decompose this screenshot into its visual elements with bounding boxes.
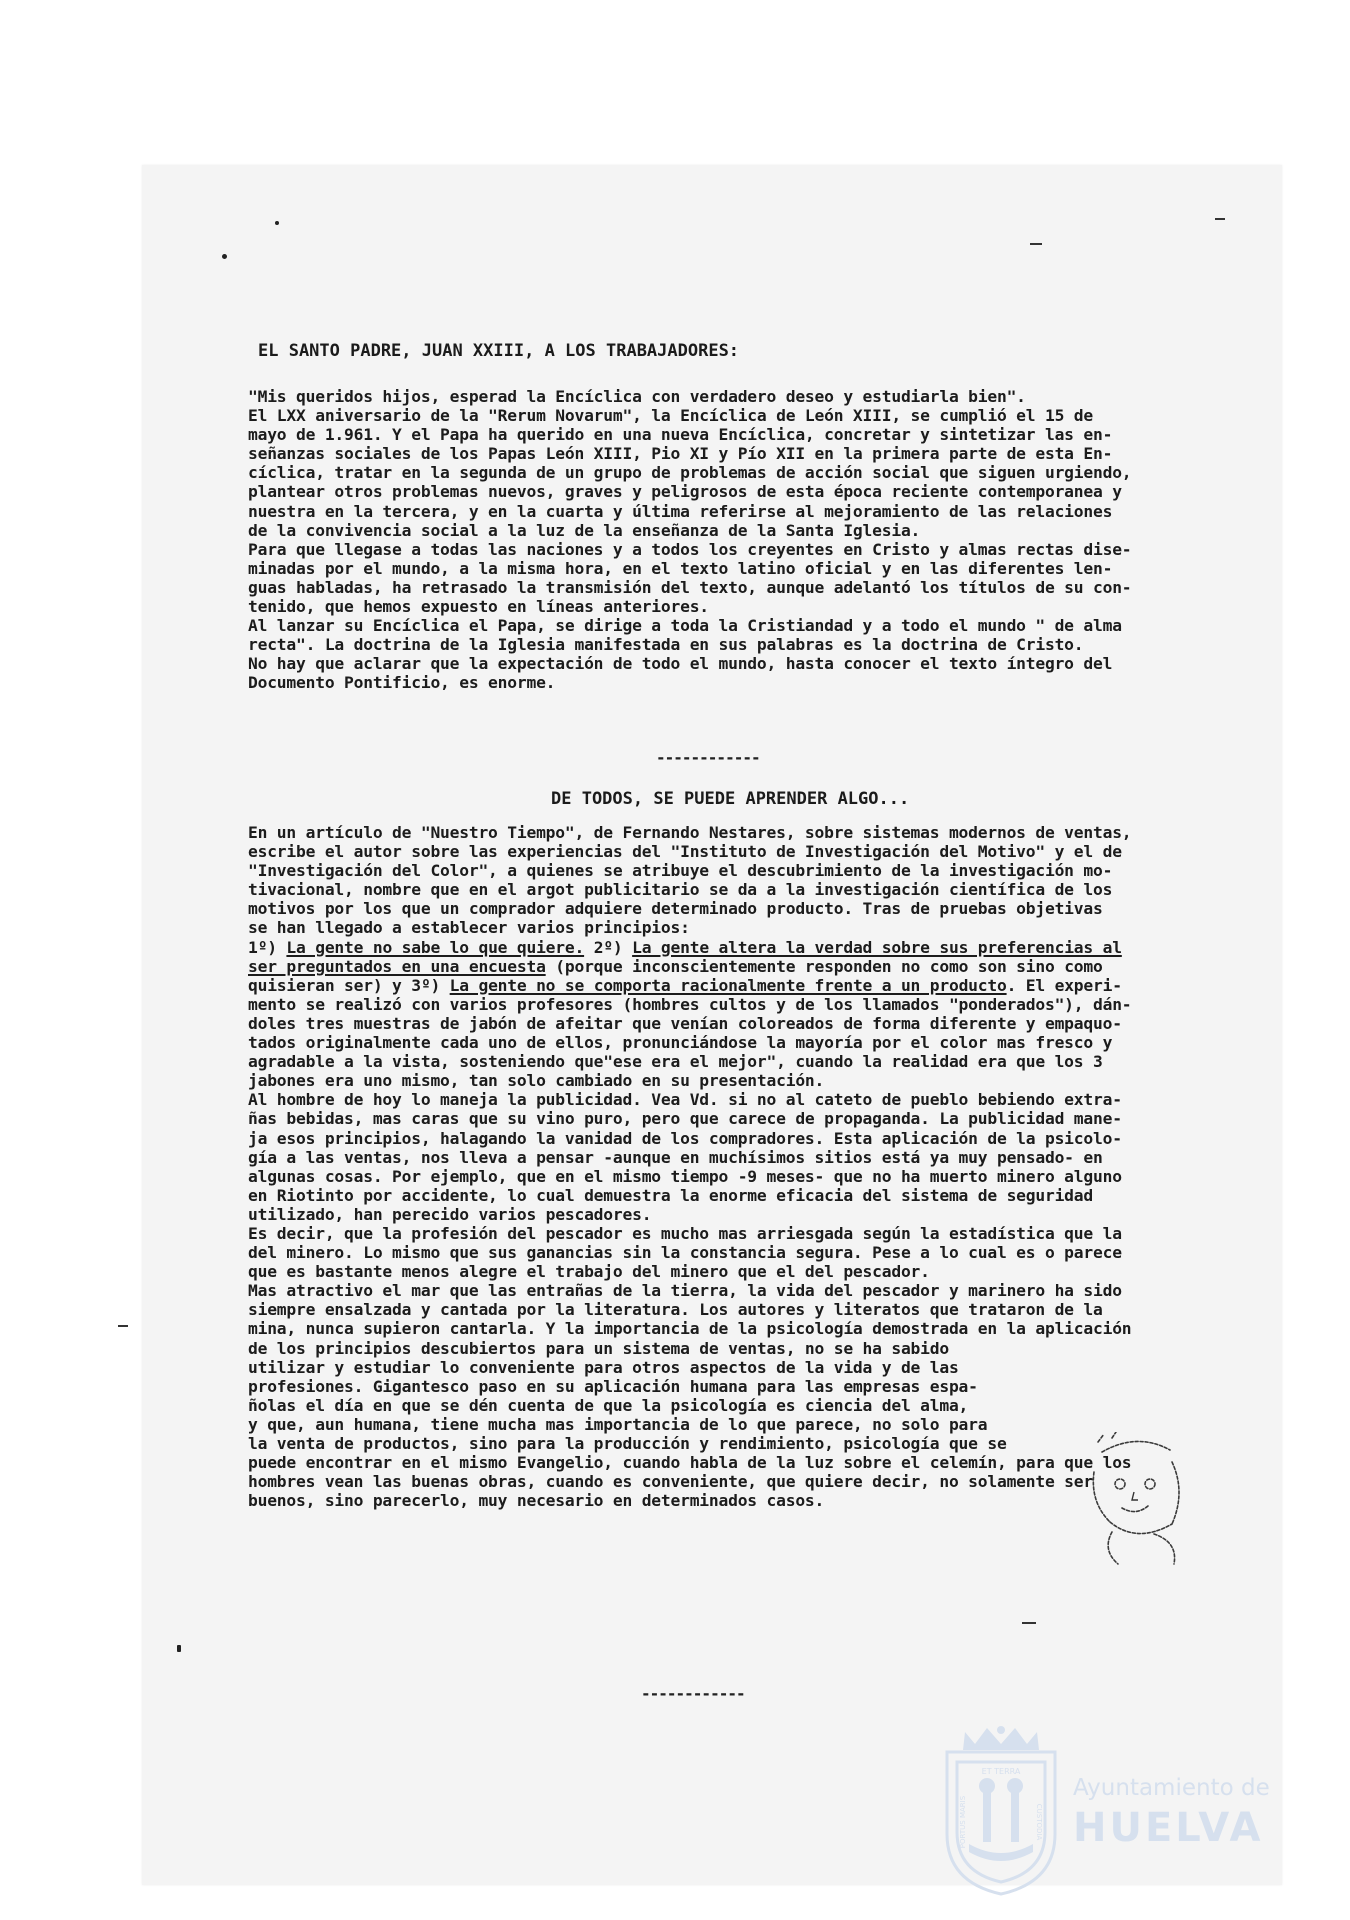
text-fragment: quisieran ser) y 3º) <box>248 975 450 995</box>
text-line: nuestra en la tercera, y en la cuarta y última referirse al mejoramiento de las relaciones <box>248 501 1113 521</box>
principle-2: La gente altera la verdad sobre sus preferencias al <box>632 937 1122 957</box>
section1-body <box>248 387 1258 693</box>
text-line: mina, nunca supieron cantarla. Y la importancia de la psicología demostrada en la aplicación <box>248 1319 1132 1339</box>
text-line: se han llegado a establecer varios principios: <box>248 918 690 938</box>
text-line: y que, aun humana, tiene mucha mas importancia de lo que parece, no solo para <box>248 1414 988 1434</box>
text-line: tados originalmente cada uno de ellos, pronunciándose la mayoría por el color mas fresco y <box>248 1033 1113 1053</box>
text-line: de la convivencia social a la luz de la enseñanza de la Santa Iglesia. <box>248 520 921 540</box>
text-line: profesiones. Gigantesco paso en su aplicación humana para las empresas espa- <box>248 1376 978 1396</box>
watermark-org-line1: Ayuntamiento de <box>1073 1775 1270 1801</box>
text-line: jabones era uno mismo, tan solo cambiado en su presentación. <box>248 1071 825 1091</box>
principle-1: La gente no sabe lo que quiere. <box>286 937 585 957</box>
text-line: escribe el autor sobre las experiencias del "Instituto de Investigación del Motivo" y el de <box>248 842 1122 862</box>
text-line: ja esos principios, halagando la vanidad de los compradores. Esta aplicación de la psicolo- <box>248 1128 1122 1148</box>
text-line: doles tres muestras de jabón de afeitar que venían coloreados de forma diferente y empaquo- <box>248 1013 1122 1033</box>
watermark-org-line2: HUELVA <box>1073 1805 1264 1851</box>
ink-speck <box>222 254 227 259</box>
principles-line-2 <box>248 957 1258 976</box>
text-line: recta". La doctrina de la Iglesia manifestada en sus palabras es la doctrina de Cristo. <box>248 635 1084 655</box>
text-line: mayo de 1.961. Y el Papa ha querido en una nueva Encíclica, concretar y sintetizar las en- <box>248 425 1113 445</box>
text-line: en Riotinto por accidente, lo cual demuestra la enorme eficacia del sistema de seguridad <box>248 1185 1093 1205</box>
shield-motto: ET TERRA <box>981 1767 1021 1776</box>
ink-speck <box>275 221 279 225</box>
separator-line: ------------ <box>656 748 760 767</box>
ink-mark <box>118 1325 128 1327</box>
principle-3: La gente no se comporta racionalmente frente a un producto <box>449 975 1007 995</box>
text-line: gía a las ventas, nos lleva a pensar -aunque en muchísimos sitios está ya muy pensado- en <box>248 1147 1103 1167</box>
text-line: puede encontrar en el mismo Evangelio, cuando habla de la luz sobre el celemín, para que los <box>248 1453 1132 1473</box>
text-line: Al lanzar su Encíclica el Papa, se dirige a toda la Cristiandad y a todo el mundo " de alma <box>248 616 1122 636</box>
shield-motto: CUSTODIA <box>1035 1803 1043 1841</box>
text-line: El LXX aniversario de la "Rerum Novarum", la Encíclica de León XIII, se cumplió el 15 de <box>248 406 1093 426</box>
text-line: tivacional, nombre que en el argot publicitario se da a la investigación científica de los <box>248 880 1113 900</box>
text-line: del minero. Lo mismo que sus ganancias sin la constancia segura. Pese a lo cual es o parece <box>248 1243 1122 1263</box>
text-line: plantear otros problemas nuevos, graves y peligrosos de esta época reciente contemporanea y <box>248 482 1122 502</box>
text-line: Documento Pontificio, es enorme. <box>248 673 556 693</box>
text-line: Es decir, que la profesión del pescador es mucho mas arriesgada según la estadística que la <box>248 1223 1122 1243</box>
text-fragment: . El experi- <box>1006 975 1122 995</box>
text-line: que es bastante menos alegre el trabajo del minero que el del pescador. <box>248 1262 930 1282</box>
text-line: motivos por los que un comprador adquiere determinado producto. Tras de pruebas objetivas <box>248 899 1103 919</box>
section2-title: DE TODOS, SE PUEDE APRENDER ALGO... <box>551 789 910 809</box>
text-line: hombres vean las buenas obras, cuando es conveniente, que quiere decir, no solamente ser <box>248 1472 1093 1492</box>
text-line: minadas por el mundo, a la misma hora, en el texto latino oficial y en las diferentes len- <box>248 558 1113 578</box>
text-line: señanzas sociales de los Papas León XIII, Pio XI y Pío XII en la primera parte de esta En- <box>248 444 1113 464</box>
principle-2-cont: ser preguntados en una encuesta <box>248 956 546 976</box>
sketch-face-icon <box>1082 1432 1192 1572</box>
shield-motto: PORTUS MARIS <box>959 1795 967 1849</box>
text-line: de los principios descubiertos para un sistema de ventas, no se ha sabido <box>248 1338 949 1358</box>
text-line: algunas cosas. Por ejemplo, que en el mismo tiempo -9 meses- que no ha muerto minero alguno <box>248 1166 1122 1186</box>
section2-body <box>248 823 1258 1510</box>
text-line: Para que llegase a todas las naciones y a todos los creyentes en Cristo y almas rectas dise- <box>248 539 1132 559</box>
principle-number: 1º) <box>248 937 287 957</box>
ink-mark <box>1030 243 1042 245</box>
ink-mark <box>1022 1622 1036 1624</box>
text-line: utilizar y estudiar lo conveniente para otros aspectos de la vida y de las <box>248 1357 959 1377</box>
text-line: buenos, sino parecerlo, muy necesario en determinados casos. <box>248 1491 825 1511</box>
text-fragment: (porque inconscientemente responden no como son sino como <box>545 956 1103 976</box>
principles-line-1 <box>248 938 1258 957</box>
text-line: agradable a la vista, sosteniendo que"ese era el mejor", cuando la realidad era que los 3 <box>248 1052 1103 1072</box>
text-line: cíclica, tratar en la segunda de un grupo de problemas de acción social que siguen urgiendo, <box>248 463 1132 483</box>
text-line: Mas atractivo el mar que las entrañas de la tierra, la vida del pescador y marinero ha sido <box>248 1281 1122 1301</box>
principles-line-3 <box>248 976 1258 995</box>
text-line: No hay que aclarar que la expectación de todo el mundo, hasta conocer el texto íntegro del <box>248 654 1113 674</box>
text-line: "Investigación del Color", a quienes se atribuye el descubrimiento de la investigación mo- <box>248 861 1113 881</box>
ink-mark <box>1215 218 1225 220</box>
text-line: En un artículo de "Nuestro Tiempo", de Fernando Nestares, sobre sistemas modernos de ventas, <box>248 823 1132 842</box>
principle-number: 2º) <box>584 937 633 957</box>
text-line: Al hombre de hoy lo maneja la publicidad. Vea Vd. si no al cateto de pueblo bebiendo extra- <box>248 1090 1122 1110</box>
ink-speck <box>177 1645 181 1652</box>
text-line: ñolas el día en que se dén cuenta de que la psicología es ciencia del alma, <box>248 1395 969 1415</box>
text-line: ñas bebidas, mas caras que su vino puro, pero que carece de propaganda. La publicidad mane- <box>248 1109 1122 1129</box>
section1-title: EL SANTO PADRE, JUAN XXIII, A LOS TRABAJADORES: <box>258 341 740 361</box>
separator-line: ------------ <box>641 1684 745 1703</box>
text-line: siempre ensalzada y cantada por la literatura. Los autores y literatos que trataron de la <box>248 1300 1103 1320</box>
text-line: la venta de productos, sino para la producción y rendimiento, psicología que se <box>248 1434 1007 1453</box>
text-line: tenido, que hemos expuesto en líneas anteriores. <box>248 597 709 617</box>
text-line: utilizado, han perecido varios pescadores. <box>248 1204 652 1224</box>
text-line: guas habladas, ha retrasado la transmisión del texto, aunque adelantó los títulos de su con- <box>248 577 1132 597</box>
text-line: mento se realizó con varios profesores (hombres cultos y de los llamados "ponderados"), dán- <box>248 994 1132 1014</box>
text-line: "Mis queridos hijos, esperad la Encíclica con verdadero deseo y estudiarla bien". <box>248 387 1026 406</box>
